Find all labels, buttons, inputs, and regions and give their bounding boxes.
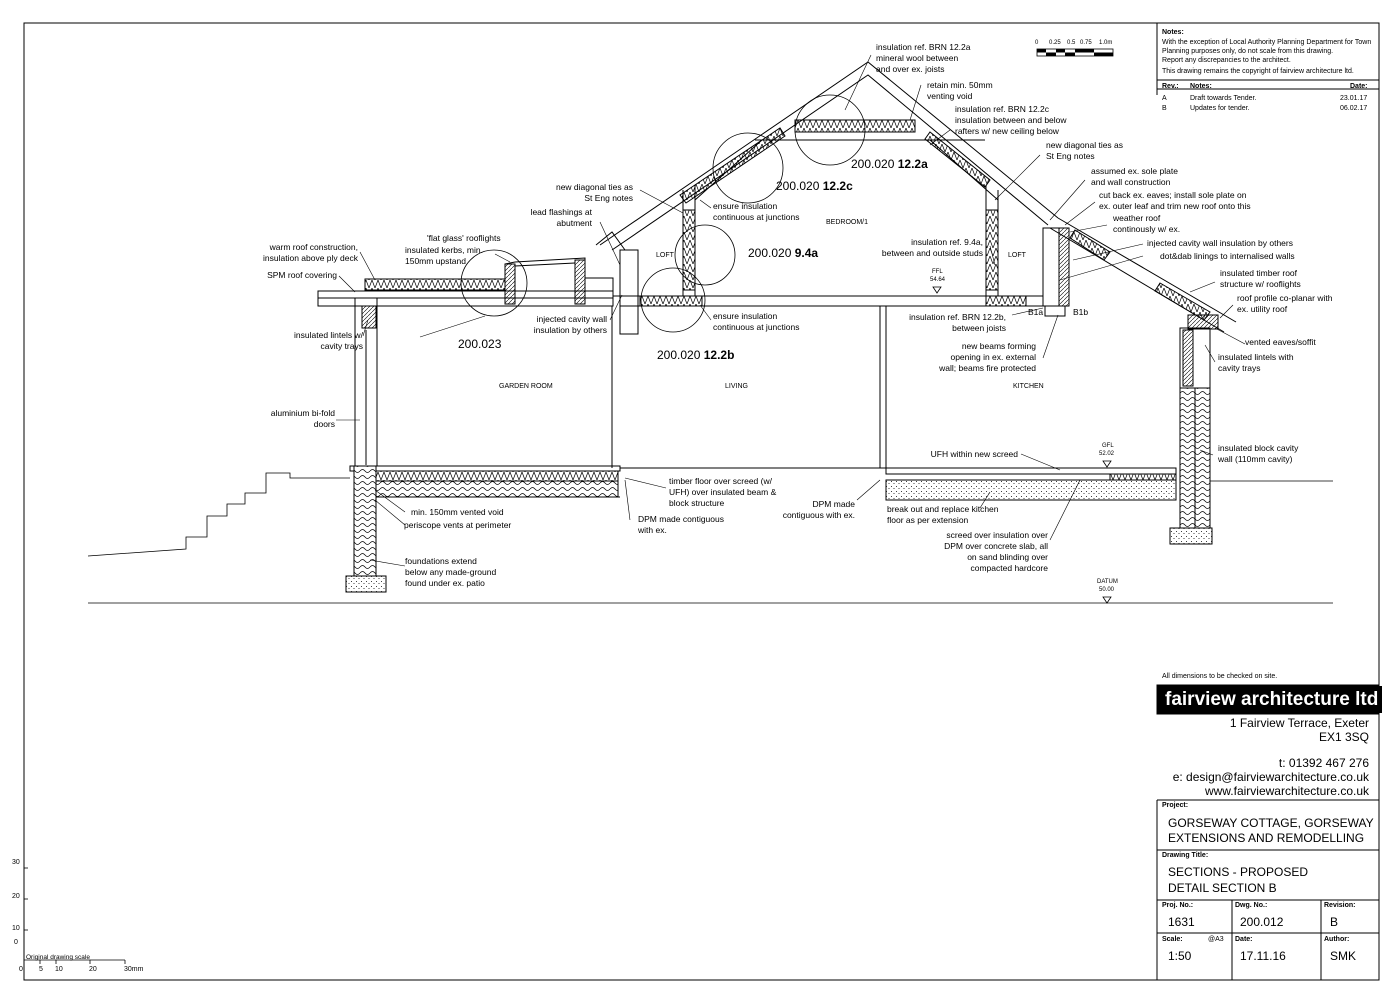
annotation-line: insulation by others (533, 325, 607, 335)
annotation-ensure-bottom (713, 311, 799, 333)
annotation-line: with ex. (638, 525, 667, 535)
note-line: Planning purposes only, do not scale from this drawing. (1162, 48, 1334, 55)
annotation-line: timber floor over screed (w/ (669, 476, 772, 486)
annotation-line: min. 150mm vented void (411, 507, 504, 517)
scale-bar (1037, 49, 1113, 56)
detail-ref-number: 200.020 (851, 157, 895, 171)
annotation-line: dot&dab linings to internalised walls (1160, 251, 1295, 261)
annotation-line: below any made-ground (405, 567, 497, 577)
annotation-line: St Eng notes (1046, 151, 1095, 161)
annotation-ins-122c (955, 104, 1067, 137)
author-label: Author: (1324, 936, 1350, 943)
date-value: 17.11.16 (1240, 949, 1286, 963)
scale-bar-label: 0 (1035, 40, 1039, 46)
annotation-dpm-left (638, 514, 724, 536)
ruler-tick-label: 0 (14, 939, 18, 946)
annotation-line: doors (313, 419, 335, 429)
annotation-line: insulation between and below (955, 115, 1067, 125)
annotation-line: rafters w/ new ceiling below (955, 126, 1059, 136)
level-value: 50.00 (1099, 587, 1115, 593)
annotation-kerbs (405, 245, 483, 267)
annotation-line: continuous at junctions (713, 212, 800, 222)
annotation-line: cavity trays (320, 341, 363, 351)
annotation-line: new diagonal ties as (1046, 140, 1124, 150)
annotation-foundations (405, 556, 496, 589)
annotation-line: compacted hardcore (970, 563, 1048, 573)
detail-ref-9-4a[interactable] (748, 246, 818, 260)
annotation-line: lead flashings at (530, 207, 592, 217)
beam-label: B1a (1028, 307, 1044, 317)
room-label-loft: LOFT (1008, 252, 1026, 259)
annotation-line: insulation ref. 9.4a, (911, 237, 983, 247)
annotation-line: insulated lintels w/ (294, 330, 363, 340)
dimensions-note: All dimensions to be checked on site. (1162, 673, 1278, 680)
annotation-line: and wall construction (1091, 177, 1171, 187)
annotation-line: wall; beams fire protected (939, 363, 1036, 373)
annotation-line: insulated lintels with (1218, 352, 1294, 362)
annotation-ins-timber-roof (1220, 268, 1301, 290)
annotation-line: cut back ex. eaves; install sole plate on (1099, 190, 1247, 200)
note-line: With the exception of Local Authority Planning Department for Town (1162, 39, 1372, 46)
scale-bar-label: 0.75 (1080, 40, 1092, 46)
revision-label: Revision: (1324, 902, 1356, 909)
annotation-screed (944, 530, 1048, 574)
annotation-line: between joists (952, 323, 1006, 333)
annotation-roof-profile (1237, 293, 1332, 315)
annotation-line: aluminium bi-fold (270, 408, 335, 418)
project-line: GORSEWAY COTTAGE, GORSEWAY (1168, 816, 1374, 830)
annotation-bifold (271, 408, 335, 430)
annotation-cut-back (1099, 190, 1251, 212)
original-scale-label: Original drawing scale (26, 954, 90, 961)
ruler-tick-label: 5 (39, 966, 43, 973)
project-line: EXTENSIONS AND REMODELLING (1168, 831, 1365, 845)
ruler-tick-label: 10 (12, 925, 20, 932)
annotation-venting-void (927, 80, 993, 102)
annotation-line: insulation above ply deck (263, 253, 358, 263)
annotation-line: continously w/ ex. (1113, 224, 1181, 234)
rev-cell: A (1162, 95, 1167, 102)
sheet-size: @A3 (1208, 936, 1224, 943)
annotation-line: insulated kerbs, min. (405, 245, 483, 255)
rev-cell: 23.01.17 (1340, 95, 1368, 102)
annotation-injected-left (534, 314, 607, 336)
annotation-line: insulated block cavity (1218, 443, 1299, 453)
annotation-line: 'flat glass' rooflights (427, 233, 501, 243)
original-scale-ruler (24, 868, 125, 964)
firm-address-1: 1 Fairview Terrace, Exeter (1229, 716, 1369, 730)
drawing-title-label: Drawing Title: (1162, 852, 1209, 859)
annotation-line: 150mm upstand (405, 256, 466, 266)
level-label: FFL (932, 269, 943, 275)
annotation-ins-94a (882, 237, 983, 259)
annotation-ufh (931, 449, 1018, 460)
annotation-lintels-left (294, 330, 363, 352)
annotation-vented-eaves (1245, 337, 1316, 348)
annotation-line: break out and replace kitchen (887, 504, 999, 514)
detail-ref-code: 12.2c (822, 179, 853, 193)
annotation-line: vented eaves/soffit (1245, 337, 1316, 347)
rev-cell: B (1162, 105, 1167, 112)
annotation-line: between and outside studs (881, 248, 983, 258)
annotation-ins-122a (876, 42, 971, 75)
annotation-ins-122b (909, 312, 1006, 334)
annotation-diag-ties-right (1046, 140, 1123, 162)
date-label: Date: (1235, 936, 1253, 943)
drawing-title-line: DETAIL SECTION B (1168, 881, 1277, 895)
project-label: Project: (1162, 802, 1189, 809)
note-line: Report any discrepancies to the architect. (1162, 57, 1291, 64)
author-value: SMK (1330, 949, 1357, 963)
level-value: 52.02 (1099, 451, 1115, 457)
annotation-ensure-top (713, 201, 799, 223)
annotation-line: opening in ex. external (950, 352, 1036, 362)
scale-bar-label: 0.5 (1067, 40, 1076, 46)
annotation-line: block structure (669, 498, 725, 508)
annotation-line: mineral wool between (876, 53, 959, 63)
annotation-line: SPM roof covering (267, 270, 337, 280)
annotation-injected-right (1147, 238, 1293, 249)
annotation-flat-glass (427, 233, 501, 244)
annotation-lead-flashings (531, 207, 592, 229)
ruler-tick-label: 0 (19, 966, 23, 973)
dwg-no-label: Dwg. No.: (1235, 902, 1268, 909)
level-label: GFL (1102, 443, 1114, 449)
detail-ref-number: 200.020 (657, 348, 701, 362)
detail-ref-number: 200.020 (748, 246, 792, 260)
annotation-line: insulation ref. BRN 12.2b, (909, 312, 1006, 322)
annotation-line: DPM made contiguous (638, 514, 724, 524)
detail-ref-12-2c[interactable] (776, 179, 853, 193)
garden-room-structure (318, 258, 620, 592)
room-label-living: LIVING (725, 383, 748, 390)
room-label-garden-room: GARDEN ROOM (499, 383, 553, 390)
annotation-vented-void (411, 507, 504, 518)
revision-value: B (1330, 915, 1339, 929)
main-house-structure (596, 62, 1176, 500)
annotation-lintels-right (1218, 352, 1294, 374)
annotation-line: on sand blinding over (967, 552, 1048, 562)
annotation-line: continuous at junctions (713, 322, 800, 332)
detail-ref-code: 9.4a (794, 246, 819, 260)
firm-name: fairview architecture ltd (1161, 686, 1382, 713)
annotation-line: weather roof (1113, 213, 1161, 223)
annotation-line: abutment (556, 218, 592, 228)
rev-col-header: Rev.: (1162, 83, 1179, 90)
annotation-line: injected cavity wall insulation by others (1147, 238, 1293, 248)
annotation-periscope (404, 520, 511, 531)
annotation-line: screed over insulation over (946, 530, 1048, 540)
proj-no-label: Proj. No.: (1162, 902, 1194, 909)
annotation-line: periscope vents at perimeter (404, 520, 512, 530)
drawing-title-line: SECTIONS - PROPOSED (1168, 865, 1309, 879)
scale-value: 1:50 (1168, 949, 1192, 963)
annotation-line: ex. utility roof (1237, 304, 1288, 314)
annotation-line: roof profile co-planar with (1237, 293, 1333, 303)
annotation-line: wall (110mm cavity) (1218, 454, 1293, 464)
annotation-line: UFH) over insulated beam & (669, 487, 777, 497)
detail-ref-12-2b[interactable] (657, 348, 734, 362)
annotation-block-cavity (1218, 443, 1298, 465)
annotation-line: St Eng notes (584, 193, 633, 203)
annotation-line: venting void (927, 91, 973, 101)
annotation-line: retain min. 50mm (927, 80, 993, 90)
annotation-line: UFH within new screed (930, 449, 1018, 459)
rev-cell: Updates for tender. (1190, 105, 1250, 112)
annotation-line: warm roof construction, (269, 242, 358, 252)
dwg-no: 200.012 (1240, 915, 1284, 929)
annotation-line: ensure insulation (713, 311, 778, 321)
detail-ref-code: 12.2b (703, 348, 735, 362)
scale-bar-label: 1.0m (1099, 40, 1113, 46)
annotation-line: cavity trays (1218, 363, 1261, 373)
ruler-tick-label: 20 (89, 966, 97, 973)
ruler-tick-label: 10 (55, 966, 63, 973)
ruler-tick-label: 20 (12, 893, 20, 900)
annotation-line: floor as per extension (887, 515, 969, 525)
ruler-tick-label: 30mm (124, 966, 144, 973)
ruler-tick-label: 30 (12, 859, 20, 866)
scale-label: Scale: (1162, 936, 1183, 943)
annotation-line: foundations extend (405, 556, 477, 566)
firm-website[interactable]: www.fairviewarchitecture.co.uk (1204, 784, 1369, 798)
beam-label: B1b (1073, 307, 1089, 317)
annotation-line: structure w/ rooflights (1220, 279, 1301, 289)
annotation-line: and over ex. joists (876, 64, 945, 74)
annotation-line: DPM made (812, 499, 855, 509)
annotation-line: ex. outer leaf and trim new roof onto this (1099, 201, 1251, 211)
annotation-break-out (887, 504, 999, 526)
detail-ref-200023[interactable]: 200.023 (458, 337, 502, 351)
rev-col-header: Notes: (1190, 83, 1212, 90)
firm-address-2: EX1 3SQ (1318, 730, 1369, 744)
annotation-timber-floor (669, 476, 776, 509)
annotation-line: DPM over concrete slab, all (944, 541, 1048, 551)
detail-ref-number: 200.020 (776, 179, 820, 193)
detail-ref-code: 12.2a (897, 157, 928, 171)
annotation-dotdab (1160, 251, 1295, 262)
detail-ref-12-2a[interactable] (851, 157, 928, 171)
rev-col-header: Date: (1350, 83, 1368, 90)
annotation-sole-plate (1091, 166, 1178, 188)
firm-phone: t: 01392 467 276 (1278, 756, 1369, 770)
annotation-diag-ties-left (556, 182, 633, 204)
annotation-spm (267, 270, 337, 281)
rev-cell: Draft towards Tender. (1190, 95, 1257, 102)
annotation-line: new beams forming (961, 341, 1036, 351)
proj-no: 1631 (1168, 915, 1195, 929)
annotation-warm-roof (263, 242, 358, 264)
level-label: DATUM (1097, 579, 1118, 585)
annotation-line: assumed ex. sole plate (1091, 166, 1178, 176)
annotation-line: new diagonal ties as (555, 182, 633, 192)
annotation-line: found under ex. patio (405, 578, 485, 588)
annotation-line: ensure insulation (713, 201, 778, 211)
annotation-weather-roof (1113, 213, 1180, 235)
annotation-line: insulation ref. BRN 12.2c (955, 104, 1050, 114)
annotation-line: insulated timber roof (1220, 268, 1298, 278)
scale-bar-label: 0.25 (1049, 40, 1061, 46)
room-label-kitchen: KITCHEN (1013, 383, 1044, 390)
rev-cell: 06.02.17 (1340, 105, 1368, 112)
annotation-new-beams (939, 341, 1036, 374)
annotation-dpm-mid (783, 499, 855, 521)
annotation-line: injected cavity wall (536, 314, 607, 324)
note-line: This drawing remains the copyright of fairview architecture ltd. (1162, 68, 1354, 75)
notes-header: Notes: (1162, 29, 1184, 36)
annotation-line: insulation ref. BRN 12.2a (876, 42, 971, 52)
firm-email[interactable]: e: design@fairviewarchitecture.co.uk (1172, 770, 1369, 784)
room-label-loft: LOFT (656, 252, 674, 259)
annotation-line: contiguous with ex. (782, 510, 855, 520)
room-label-bedroom: BEDROOM/1 (826, 219, 869, 226)
level-value: 54.64 (930, 277, 946, 283)
